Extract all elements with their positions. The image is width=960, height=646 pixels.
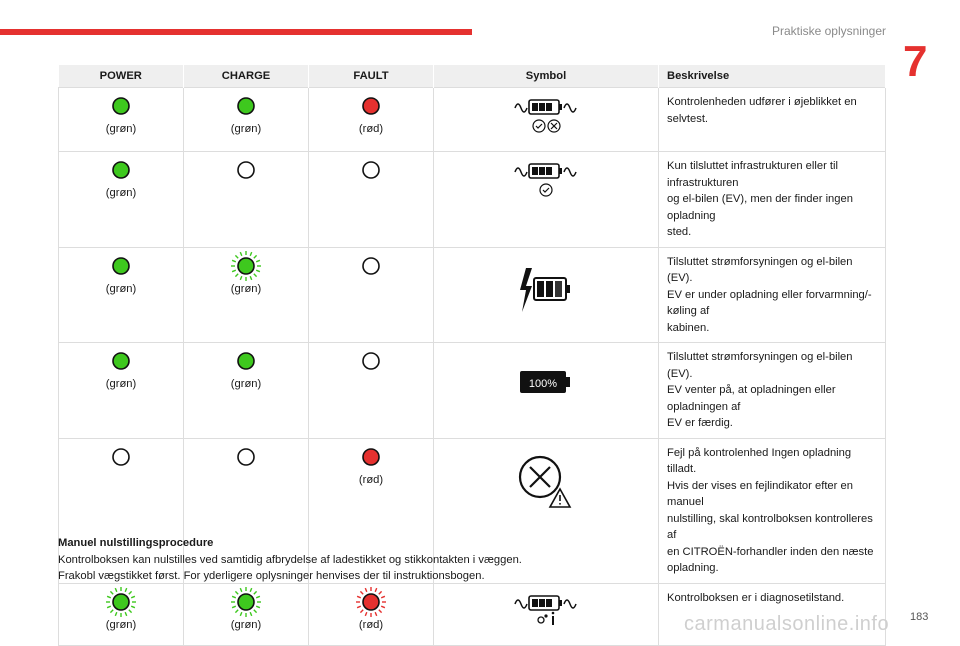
- charge-indicator-cell: [184, 152, 309, 248]
- fault-indicator-cell: [309, 247, 434, 343]
- chapter-accent-bar: [0, 29, 472, 35]
- reset-procedure: [58, 535, 522, 585]
- description-line: Tilsluttet strømforsyningen og el-bilen (EV).: [667, 255, 853, 284]
- led-off-icon: [360, 255, 382, 277]
- fault-warning-icon: [516, 451, 576, 511]
- description-line: nulstilling, skal kontrolboksen kontrolleres af: [667, 512, 873, 541]
- selftest-icon: [511, 96, 581, 136]
- symbol-cell: [434, 343, 659, 439]
- column-header-fault: FAULT: [309, 65, 434, 88]
- led-solid-icon: [110, 159, 132, 181]
- reset-procedure-line-2: Frakobl vægstikket først. For yderligere oplysninger henvises der til instruktionsbogen.: [58, 570, 485, 582]
- description-line: og el-bilen (EV), men der finder ingen opladning: [667, 193, 853, 222]
- led-off-icon: [235, 446, 257, 468]
- description-line: kabinen.: [667, 321, 710, 334]
- led-off-icon: [360, 350, 382, 372]
- description-cell: [659, 247, 886, 343]
- watermark: carmanualsonline.info: [684, 613, 890, 635]
- table-header-row: [59, 65, 886, 88]
- power-indicator-label: (grøn): [105, 618, 137, 631]
- svg-text:100%: 100%: [528, 378, 558, 390]
- power-indicator-cell: [59, 247, 184, 343]
- reset-procedure-heading: Manuel nulstillingsprocedure: [58, 537, 214, 549]
- connected-not-charging-icon: [511, 160, 581, 200]
- battery-full-icon: [518, 367, 574, 397]
- chapter-number: 7: [903, 37, 928, 86]
- diagnostic-icon: [511, 592, 581, 632]
- charge-indicator-label: (grøn): [230, 123, 262, 135]
- power-indicator-label: (grøn): [105, 123, 137, 135]
- description-line: sted.: [667, 226, 692, 238]
- led-solid-icon: [235, 95, 257, 117]
- led-solid-icon: [110, 95, 132, 117]
- led-solid-icon: [360, 446, 382, 468]
- description-cell: [659, 343, 886, 439]
- led-solid-icon: [110, 255, 132, 277]
- description-line: EV er under opladning eller forvarmning/-køling af: [667, 288, 872, 317]
- description-line: Kontrolboksen er i diagnosetilstand.: [667, 591, 845, 604]
- description-line: Kun tilsluttet infrastrukturen eller til infrastrukturen: [667, 160, 838, 189]
- table-row: [59, 343, 886, 439]
- description-line: EV er færdig.: [667, 417, 733, 429]
- description-line: Hvis der vises en fejlindikator efter en manuel: [667, 479, 853, 508]
- fault-indicator-cell: [309, 152, 434, 248]
- power-indicator-label: (grøn): [105, 378, 137, 390]
- led-off-icon: [360, 159, 382, 181]
- description-cell: [659, 88, 886, 152]
- description-line: Tilsluttet strømforsyningen og el-bilen (EV).: [667, 351, 853, 380]
- power-indicator-cell: [59, 343, 184, 439]
- led-flashing-icon: [230, 586, 262, 618]
- table-row: [59, 152, 886, 248]
- charge-indicator-label: (grøn): [230, 378, 262, 390]
- reset-procedure-line-1: Kontrolboksen kan nulstilles ved samtidig afbrydelse af ladestikket og stikkontakten i væggen.: [58, 553, 522, 566]
- description-line: Kontrolenheden udfører i øjeblikket en selvtest.: [667, 96, 857, 125]
- power-indicator-label: (grøn): [105, 282, 137, 295]
- page-number: 183: [910, 611, 929, 623]
- led-flashing-icon: [355, 586, 387, 618]
- description-cell: [659, 152, 886, 248]
- power-indicator-cell: [59, 88, 184, 152]
- power-indicator-cell: [59, 152, 184, 248]
- led-off-icon: [110, 446, 132, 468]
- led-flashing-icon: [105, 586, 137, 618]
- description-cell: [659, 438, 886, 583]
- symbol-cell: [434, 88, 659, 152]
- table-row: [59, 247, 886, 343]
- led-solid-icon: [110, 350, 132, 372]
- charge-indicator-label: (grøn): [230, 618, 262, 631]
- led-flashing-icon: [230, 250, 262, 282]
- symbol-cell: [434, 152, 659, 248]
- charge-indicator-cell: [184, 343, 309, 439]
- charge-indicator-cell: [184, 583, 309, 645]
- fault-indicator-label: (rød): [358, 123, 384, 135]
- page-header-title: Praktiske oplysninger: [771, 24, 886, 38]
- symbol-cell: [434, 247, 659, 343]
- table-row: [59, 88, 886, 152]
- column-header-charge: CHARGE: [184, 65, 309, 88]
- column-header-description: Beskrivelse: [659, 65, 886, 88]
- fault-indicator-label: (rød): [358, 473, 384, 486]
- charge-indicator-label: (grøn): [230, 282, 262, 295]
- charge-indicator-cell: [184, 88, 309, 152]
- led-solid-icon: [235, 350, 257, 372]
- fault-indicator-cell: [309, 88, 434, 152]
- charging-battery-icon: [516, 262, 576, 318]
- fault-indicator-cell: [309, 583, 434, 645]
- description-line: en CITROËN-forhandler inden den næste: [667, 545, 874, 558]
- column-header-power: POWER: [59, 65, 184, 88]
- led-solid-icon: [360, 95, 382, 117]
- fault-indicator-cell: [309, 343, 434, 439]
- power-indicator-label: (grøn): [105, 187, 137, 199]
- charge-indicator-cell: [184, 247, 309, 343]
- power-indicator-cell: [59, 583, 184, 645]
- description-line: EV venter på, at opladningen eller opladningen af: [667, 384, 836, 413]
- column-header-symbol: Symbol: [434, 65, 659, 88]
- fault-indicator-label: (rød): [358, 618, 384, 631]
- symbol-cell: [434, 583, 659, 645]
- description-line: Fejl på kontrolenhed Ingen opladning tilladt.: [667, 446, 852, 475]
- led-off-icon: [235, 159, 257, 181]
- description-line: opladning.: [667, 562, 719, 574]
